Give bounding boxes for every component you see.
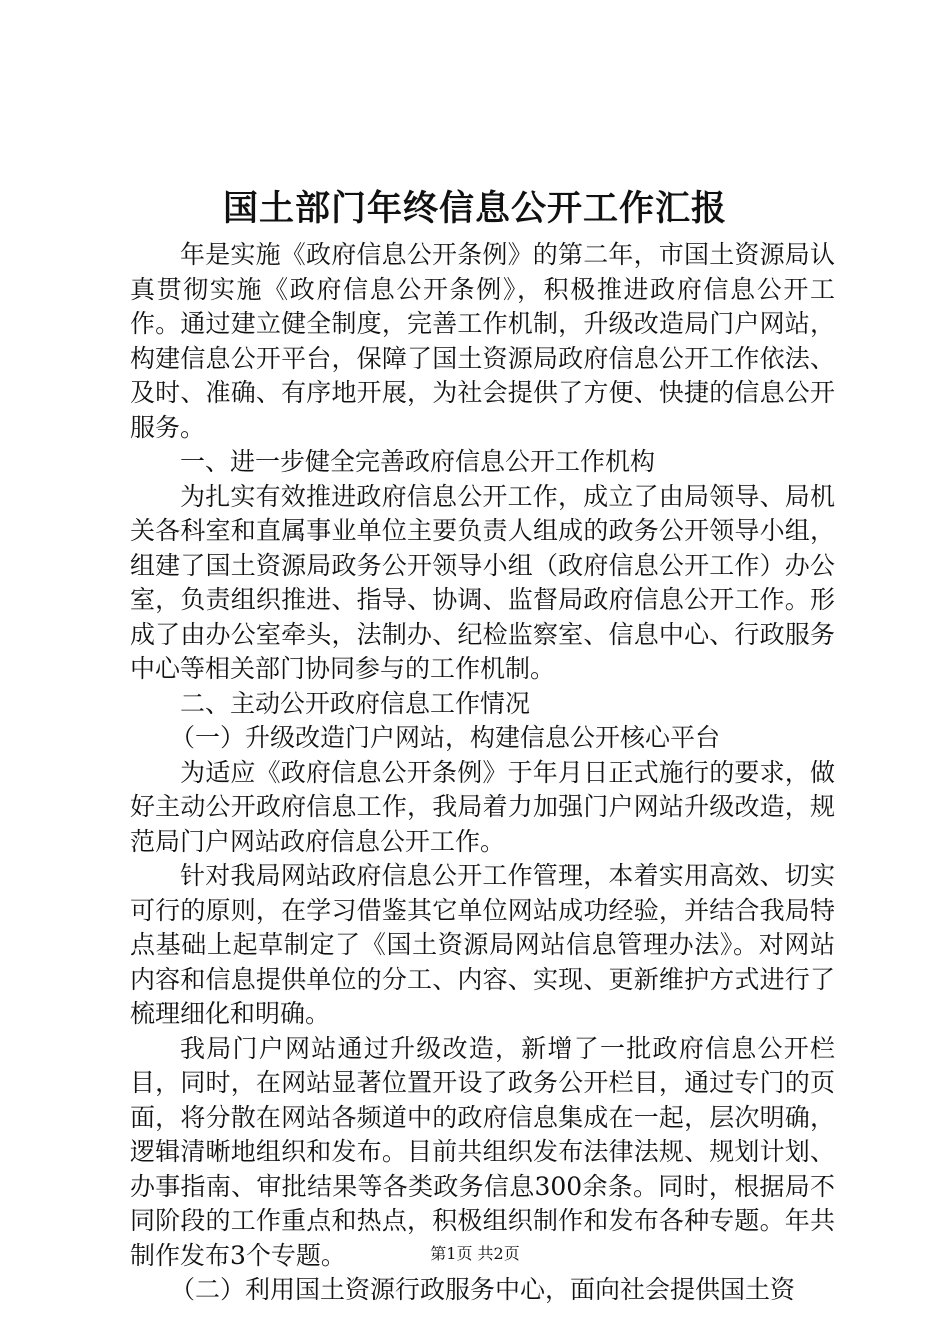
subsection-heading-2: （二）利用国土资源行政服务中心，面向社会提供国土资 [170, 1275, 796, 1304]
section-heading-1: 一、进一步健全完善政府信息公开工作机构 [180, 447, 656, 476]
document-body [130, 238, 835, 1308]
page-footer: 第1页 共2页 [430, 1244, 520, 1263]
paragraph-portal-columns: 我局门户网站通过升级改造，新增了一批政府信息公开栏目，同时，在网站显著位置开设了政务公开栏目，通过专门的页面，将分散在网站各频道中的政府信息集成在一起，层次明确，逻辑清晰地组织和发布。目前共组织发布法律法规、规划计划、办事指南、审批结果等各类政务信息300余条。同时，根据局不同阶段的工作重点和热点，积极组织制作和发布各种专题。年共制作发布3个专题。 [130, 1033, 835, 1270]
paragraph-portal-upgrade: 为适应《政府信息公开条例》于年月日正式施行的要求，做好主动公开政府信息工作，我局着力加强门户网站升级改造，规范局门户网站政府信息公开工作。 [130, 757, 835, 856]
document-title: 国土部门年终信息公开工作汇报 [222, 188, 727, 229]
paragraph-intro: 年是实施《政府信息公开条例》的第二年，市国土资源局认真贯彻实施《政府信息公开条例》，积极推进政府信息公开工作。通过建立健全制度，完善工作机制，升级改造局门户网站，构建信息公开平台，保障了国土资源局政府信息公开工作依法、及时、准确、有序地开展，为社会提供了方便、快捷的信息公开服务。 [130, 240, 835, 442]
paragraph-organization: 为扎实有效推进政府信息公开工作，成立了由局领导、局机关各科室和直属事业单位主要负责人组成的政务公开领导小组，组建了国土资源局政务公开领导小组（政府信息公开工作）办公室，负责组织推进、指导、协调、监督局政府信息公开工作。形成了由办公室牵头，法制办、纪检监察室、信息中心、行政服务中心等相关部门协同参与的工作机制。 [130, 481, 835, 683]
subsection-heading-1: （一）升级改造门户网站，构建信息公开核心平台 [170, 723, 721, 752]
paragraph-website-management: 针对我局网站政府信息公开工作管理，本着实用高效、切实可行的原则，在学习借鉴其它单位网站成功经验，并结合我局特点基础上起草制定了《国土资源局网站信息管理办法》。对网站内容和信息提供单位的分工、内容、实现、更新维护方式进行了梳理细化和明确。 [130, 861, 835, 1028]
section-heading-2: 二、主动公开政府信息工作情况 [180, 688, 531, 718]
